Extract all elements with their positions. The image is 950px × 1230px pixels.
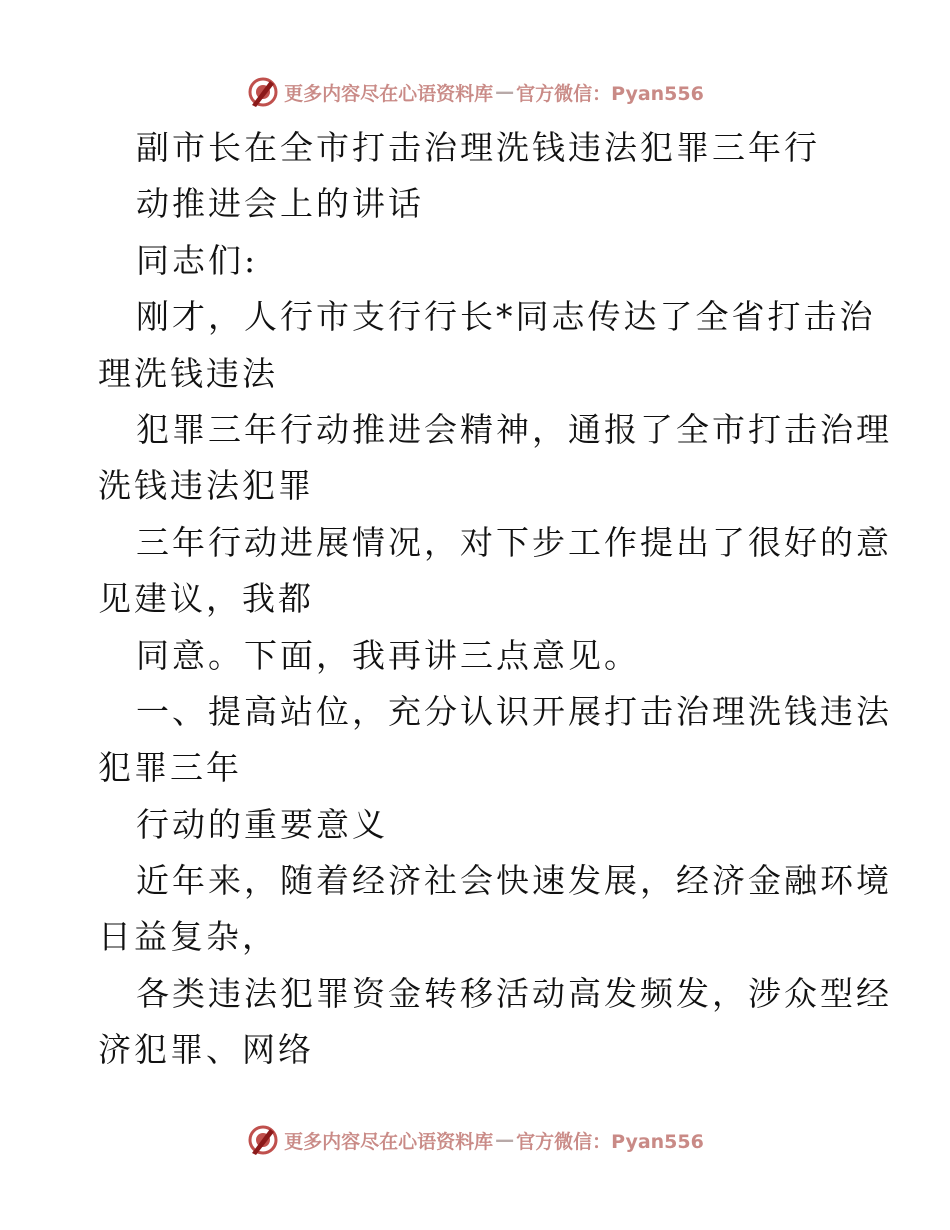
text-line: 副市长在全市打击治理洗钱违法犯罪三年行 bbox=[136, 128, 820, 167]
text-line: 动推进会上的讲话 bbox=[136, 184, 424, 224]
text-line: 同志们: bbox=[136, 240, 259, 280]
text-line: 犯罪三年 bbox=[98, 748, 242, 788]
text-line: 济犯罪、网络 bbox=[98, 1030, 314, 1070]
text-line: 各类违法犯罪资金转移活动高发频发，涉众型经 bbox=[136, 973, 892, 1013]
watermark-header bbox=[0, 72, 950, 112]
text-line: 同意。下面，我再讲三点意见。 bbox=[136, 635, 640, 675]
watermark-separator: — bbox=[495, 1129, 515, 1151]
pen-logo-icon bbox=[246, 1123, 280, 1157]
text-line: 一、提高站位，充分认识开展打击治理洗钱违法 bbox=[136, 691, 892, 731]
pen-logo-icon bbox=[246, 75, 280, 109]
text-line: 近年来，随着经济社会快速发展，经济金融环境 bbox=[136, 861, 892, 901]
text-line: 理洗钱违法 bbox=[98, 353, 278, 393]
watermark-footer bbox=[0, 1120, 950, 1160]
text-line: 三年行动进展情况，对下步工作提出了很好的意 bbox=[136, 522, 892, 562]
watermark-text: 更多内容尽在心语资料库 bbox=[284, 82, 494, 105]
text-line: 行动的重要意义 bbox=[136, 804, 388, 844]
document-body bbox=[98, 120, 892, 1079]
text-line: 日益复杂， bbox=[98, 917, 278, 957]
text-line: 见建议，我都 bbox=[98, 579, 314, 619]
text-line: 犯罪三年行动推进会精神，通报了全市打击治理 bbox=[136, 409, 892, 449]
watermark-text: 更多内容尽在心语资料库 bbox=[284, 1130, 494, 1153]
text-line: 刚才，人行市支行行长*同志传达了全省打击治 bbox=[136, 297, 876, 337]
watermark-wechat: 官方微信：Pyan556 bbox=[516, 82, 704, 105]
watermark-separator: — bbox=[495, 81, 515, 103]
watermark-wechat: 官方微信：Pyan556 bbox=[516, 1130, 704, 1153]
text-line: 洗钱违法犯罪 bbox=[98, 466, 314, 506]
